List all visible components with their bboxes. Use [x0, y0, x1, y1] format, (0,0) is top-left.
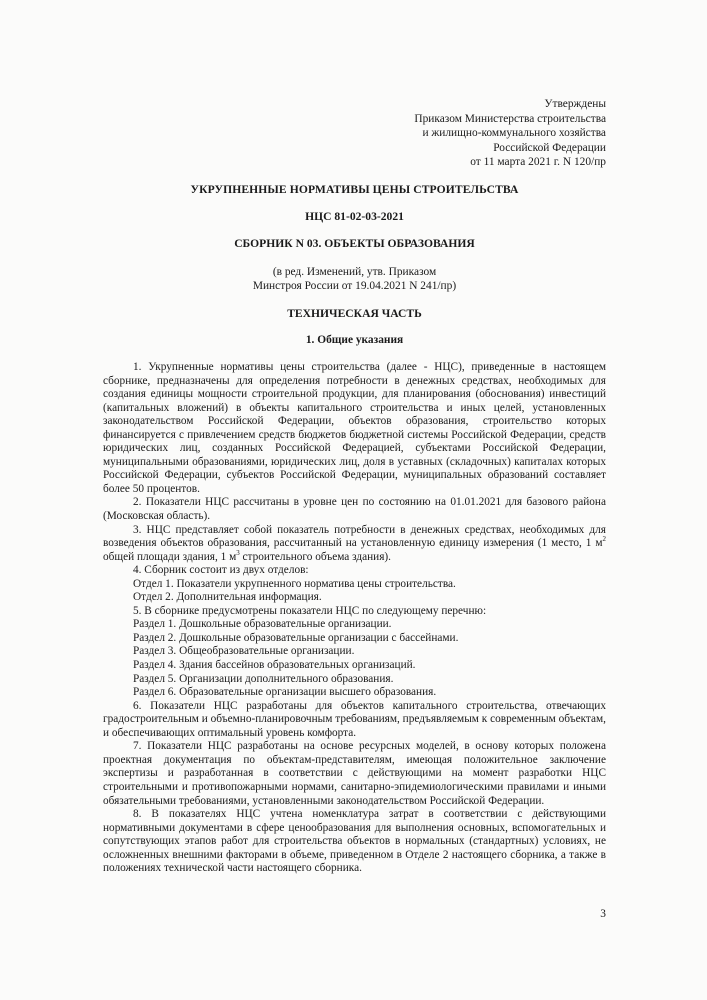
- document-title: УКРУПНЕННЫЕ НОРМАТИВЫ ЦЕНЫ СТРОИТЕЛЬСТВА: [190, 183, 519, 196]
- section-item: Раздел 1. Дошкольные образовательные организации.: [133, 618, 392, 631]
- document-code: НЦС 81-02-03-2021: [305, 210, 404, 223]
- approval-block: [414, 97, 606, 170]
- paragraph: 4. Сборник состоит из двух отделов:: [133, 564, 309, 577]
- approval-line: Приказом Министерства строительства: [414, 112, 606, 125]
- section-item: Раздел 2. Дошкольные образовательные организации с бассейнами.: [133, 631, 459, 644]
- document-body: [103, 361, 606, 876]
- department-item: Отдел 1. Показатели укрупненного норматива цены строительства.: [133, 577, 456, 590]
- paragraph: 6. Показатели НЦС разработаны для объектов капитального строительства, отвечающих градостроительным и объемно-планировочным требованиям, предъявляемым к современным объектам, и обеспечивающих оптимальный уровень комфорта.: [103, 699, 606, 739]
- page-number: 3: [600, 908, 606, 920]
- edition-note: [103, 265, 606, 293]
- superscript: 2: [602, 535, 606, 544]
- paragraph-text: 3. НЦС представляет собой показатель потребности в денежных средствах, необходимых для возведения объектов образования, рассчитанный на установленную единицу измерения (1 место, 1 м: [103, 523, 606, 550]
- paragraph: [103, 524, 606, 565]
- section-item: Раздел 5. Организации дополнительного образования.: [133, 672, 394, 685]
- paragraph: 1. Укрупненные нормативы цены строительства (далее - НЦС), приведенные в настоящем сборнике, предназначены для определения потребности в денежных средствах, необходимых для создания единицы мощности строительной продукции, для планирования (обоснования) инвестиций (капитальных вложений) в объекты капитального строительства и иных целей, установленных законодательством Российской Федерации, объектов образования, строительство которых финансируется с привлечением средств бюджетов бюджетной системы Российской Федерации, средств юридических лиц, созданных Российской Федерацией, субъектами Российской Федерации, муниципальными образованиями, юридических лиц, доля в уставных (складочных) капиталах которых Российской Федерации, субъектов Российской Федерации, муниципальных образований составляет более 50 процентов.: [103, 361, 606, 495]
- paragraph-text: строительного объема здания).: [239, 550, 392, 563]
- section-item: Раздел 3. Общеобразовательные организации.: [133, 645, 355, 658]
- approval-line: Российской Федерации: [493, 141, 606, 154]
- paragraph: 5. В сборнике предусмотрены показатели НЦС по следующему перечню:: [133, 604, 487, 617]
- section-heading: 1. Общие указания: [305, 334, 404, 346]
- section-item: Раздел 6. Образовательные организации высшего образования.: [133, 686, 437, 699]
- approval-line: от 11 марта 2021 г. N 120/пр: [470, 156, 606, 169]
- collection-title: СБОРНИК N 03. ОБЪЕКТЫ ОБРАЗОВАНИЯ: [234, 237, 475, 250]
- department-item: Отдел 2. Дополнительная информация.: [133, 591, 322, 604]
- paragraph: 8. В показателях НЦС учтена номенклатура затрат в соответствии с действующими нормативными документами в сфере ценообразования для выполнения основных, вспомогательных и сопутствующих этапов работ для строительства объектов в нормальных (стандартных) условиях, не осложненных внешними факторами в объеме, приведенном в Отделе 2 настоящего сборника, а также в положениях технической части настоящего сборника.: [103, 808, 606, 875]
- approval-line: Утверждены: [544, 98, 606, 110]
- superscript: 3: [236, 548, 240, 557]
- paragraph: 2. Показатели НЦС рассчитаны в уровне цен по состоянию на 01.01.2021 для базового района (Московская область).: [103, 496, 606, 523]
- paragraph-text: общей площади здания, 1 м: [103, 550, 237, 563]
- section-item: Раздел 4. Здания бассейнов образовательных организаций.: [133, 659, 416, 672]
- edition-line: (в ред. Изменений, утв. Приказом: [272, 266, 437, 278]
- tech-part-heading: ТЕХНИЧЕСКАЯ ЧАСТЬ: [287, 307, 422, 320]
- edition-line: Минстроя России от 19.04.2021 N 241/пр): [252, 280, 457, 292]
- approval-line: и жилищно-коммунального хозяйства: [422, 127, 606, 140]
- paragraph: 7. Показатели НЦС разработаны на основе ресурсных моделей, в основу которых положена проектная документация по объектам-представителям, имеющая положительное заключение экспертизы и разработанная в соответствии с действующими на момент разработки НЦС строительными и противопожарными нормами, санитарно-эпидемиологическими правилами и иными обязательными требованиями, установленными законодательством Российской Федерации.: [103, 740, 606, 807]
